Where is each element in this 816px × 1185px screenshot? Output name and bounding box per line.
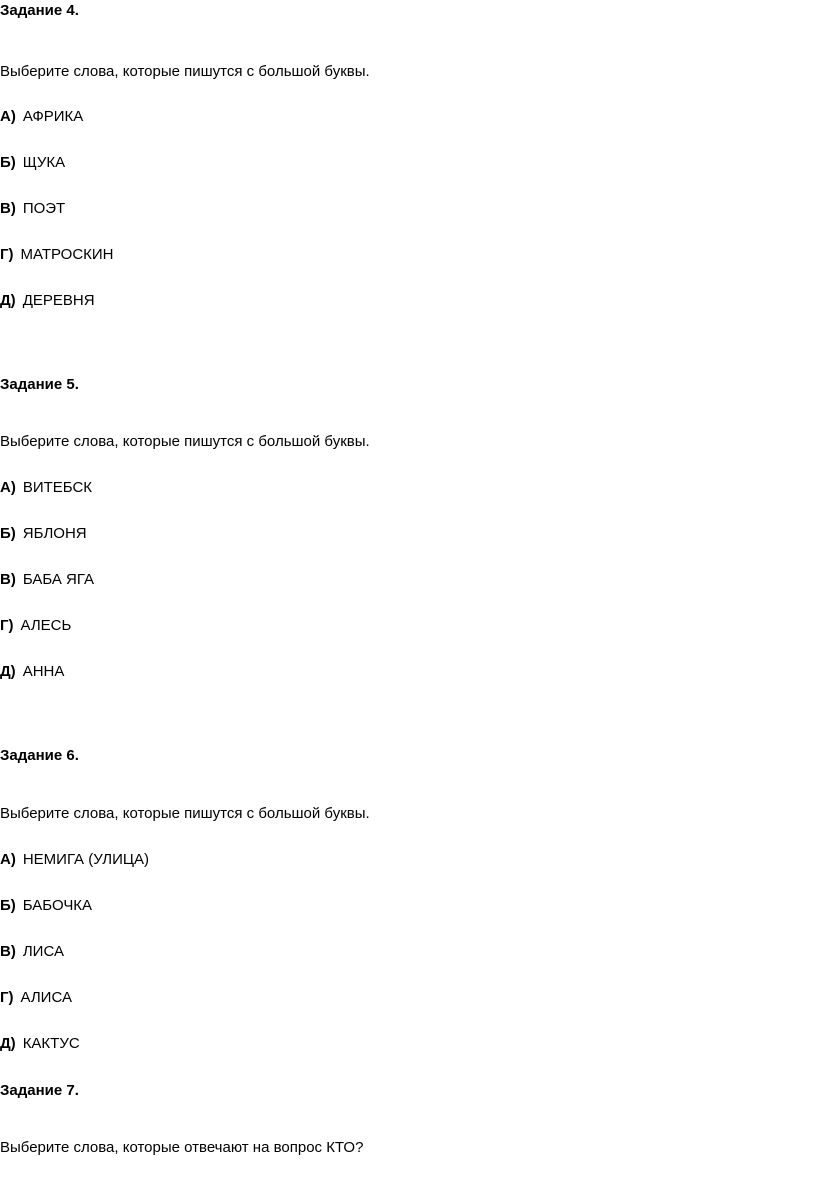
option-letter: Б) <box>0 525 16 542</box>
option-word: ЛИСА <box>22 943 64 960</box>
task-4-option-b <box>0 154 65 172</box>
option-word: ЯБЛОНЯ <box>22 525 87 542</box>
option-word: ВИТЕБСК <box>22 479 93 496</box>
option-letter: Д) <box>0 1035 16 1052</box>
task-4-option-a <box>0 108 83 126</box>
task-6-option-d <box>0 1035 80 1053</box>
option-word: БАБОЧКА <box>22 897 93 914</box>
option-word: АЛИСА <box>20 989 72 1006</box>
option-word: ДЕРЕВНЯ <box>22 292 95 309</box>
option-letter: В) <box>0 571 16 588</box>
option-letter: А) <box>0 851 16 868</box>
task-6-option-v <box>0 943 64 961</box>
option-word: АЛЕСЬ <box>20 617 72 634</box>
option-letter: Г) <box>0 989 14 1006</box>
option-word: АФРИКА <box>22 108 84 125</box>
option-letter: Г) <box>0 617 14 634</box>
task-5-question: Выберите слова, которые пишутся с большой буквы. <box>0 433 370 450</box>
option-letter: Д) <box>0 663 16 680</box>
option-letter: В) <box>0 200 16 217</box>
task-4-question: Выберите слова, которые пишутся с большой буквы. <box>0 63 370 80</box>
task-5-option-b <box>0 525 87 543</box>
task-4-option-d <box>0 292 95 310</box>
option-letter: Г) <box>0 246 14 263</box>
task-5-option-g <box>0 617 71 635</box>
option-letter: А) <box>0 479 16 496</box>
task-5-option-d <box>0 663 64 681</box>
task-5-title: Задание 5. <box>0 376 79 393</box>
option-letter: Д) <box>0 292 16 309</box>
option-letter: А) <box>0 108 16 125</box>
task-4-option-g <box>0 246 114 264</box>
task-4-title: Задание 4. <box>0 2 79 19</box>
task-4-option-v <box>0 200 65 218</box>
option-letter: В) <box>0 943 16 960</box>
option-word: КАКТУС <box>22 1035 80 1052</box>
task-5-option-a <box>0 479 92 497</box>
task-6-option-a <box>0 851 149 869</box>
option-word: АННА <box>22 663 65 680</box>
task-6-option-g <box>0 989 72 1007</box>
option-letter: Б) <box>0 897 16 914</box>
option-word: МАТРОСКИН <box>20 246 114 263</box>
option-word: ПОЭТ <box>22 200 66 217</box>
option-word: БАБА ЯГА <box>22 571 94 588</box>
option-word: НЕМИГА (УЛИЦА) <box>22 851 149 868</box>
task-6-title: Задание 6. <box>0 747 79 764</box>
task-7-title: Задание 7. <box>0 1082 79 1099</box>
option-letter: Б) <box>0 154 16 171</box>
task-5-option-v <box>0 571 94 589</box>
task-6-question: Выберите слова, которые пишутся с большой буквы. <box>0 805 370 822</box>
task-6-option-b <box>0 897 92 915</box>
task-7-question: Выберите слова, которые отвечают на вопрос КТО? <box>0 1139 364 1156</box>
option-word: ЩУКА <box>22 154 66 171</box>
